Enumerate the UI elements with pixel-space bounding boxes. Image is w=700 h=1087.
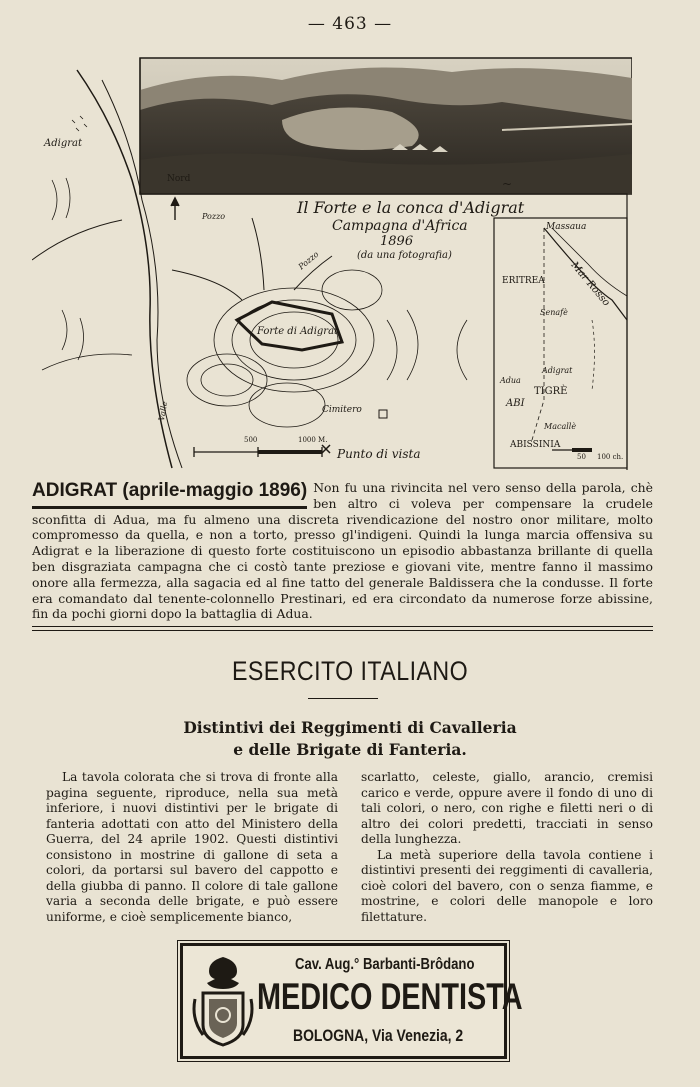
map-label-pozzo-mid: Pozzo xyxy=(296,249,321,272)
page-number: — 463 — xyxy=(307,14,393,34)
map-label-punto-di-vista: Punto di vista xyxy=(337,447,421,461)
svg-text:~: ~ xyxy=(502,177,513,191)
inset-label-adigrat: Adigrat xyxy=(542,366,573,375)
map-label-valle: Valle xyxy=(157,400,170,422)
article-column-right xyxy=(361,770,653,925)
map-label-forte: Forte di Adigrat xyxy=(257,326,339,337)
inset-label-senafe: Senafè xyxy=(540,308,568,317)
map-label-cimitero: Cimitero xyxy=(322,405,362,415)
adigrat-article xyxy=(32,480,653,622)
paragraph-colori: scarlatto, celeste, giallo, arancio, cremisi carico e verde, oppure avere il fondo di uno di tali colori, o nero, con righe e filetti neri o di altro dei colori predetti, tracciati in senso della lunghezza. xyxy=(361,770,653,846)
adigrat-title: ADIGRAT (aprile-maggio 1896) xyxy=(32,480,307,509)
fort-photograph xyxy=(140,58,632,194)
paragraph-meta-superiore: La metà superiore della tavola contiene i distintivi presenti dei reggimenti di cavalleria, cioè colori del bavero, con o senza fiamme, e mostrine, e colori delle manopole e loro filettature. xyxy=(361,847,653,924)
dentist-advertisement xyxy=(180,943,523,1059)
article-column-left xyxy=(46,770,338,925)
section-subtitle-line2: e delle Brigate di Fanteria. xyxy=(233,740,467,759)
inset-scale-100: 100 ch. xyxy=(597,453,624,461)
advert-dentist-name: Cav. Aug.° Barbanti-Brôdano xyxy=(295,956,475,973)
advert-address: BOLOGNA, Via Venezia, 2 xyxy=(293,1026,464,1045)
divider-rule-bottom xyxy=(32,630,653,631)
inset-label-tigre: TIGRÈ xyxy=(534,386,568,397)
adigrat-figure xyxy=(32,50,632,470)
inset-label-abissinia: ABISSINIA xyxy=(510,440,561,450)
inset-scale-50: 50 xyxy=(577,453,586,461)
figure-caption-title: Il Forte e la conca d'Adigrat xyxy=(297,198,525,217)
article-columns xyxy=(46,770,653,925)
map-scale-500: 500 xyxy=(244,436,258,444)
inset-label-eritrea: ERITREA xyxy=(502,276,545,286)
adigrat-body: Non fu una rivincita nel vero senso della parola, chè ben altro ci voleva per compensare la crudele sconfitta di Adua, ma fu almeno una discreta rivendicazione del nostro onor militare, molto compromesso da quella, e non a torto, presso gl'indigeni. Quindi la lunga marcia offensiva su Adigrat e la liberazione di questo forte costituiscono un episodio abbastanza brillante di quella ben disgraziata campagna che ci costò tante preziose e giovani vite, mentre fanno il massimo onore alla fermezza, alla sagacia ed al fine tatto del generale Baldissera che la condusse. Il forte era comandato dal tenente-colonnello Prestinari, ed era circondato da numerose forze abissine, fin da pochi giorni dopo la battaglia di Adua. xyxy=(32,480,653,622)
figure-caption-note: (da una fotografia) xyxy=(357,250,452,261)
coat-of-arms-icon xyxy=(191,953,255,1049)
advert-profession: MEDICO DENTISTA xyxy=(257,976,523,1017)
figure-caption-year: 1896 xyxy=(380,234,414,249)
map-scale-1000: 1000 M. xyxy=(298,436,328,444)
inset-label-massaua: Massaua xyxy=(546,222,587,232)
figure-caption-campaign: Campagna d'Africa xyxy=(332,218,468,234)
map-label-nord: Nord xyxy=(167,174,191,184)
inset-label-macalle: Macallè xyxy=(544,422,577,431)
divider-rule-top xyxy=(32,626,653,627)
inset-label-mar-rosso: Mar Rosso xyxy=(568,260,612,309)
inset-label-abi: ABI xyxy=(506,398,525,409)
section-subtitle-line1: Distintivi dei Reggimenti di Cavalleria xyxy=(183,718,517,737)
map-label-pozzo-top: Pozzo xyxy=(202,212,226,221)
section-subtitle xyxy=(0,717,700,761)
section-title-rule xyxy=(308,698,378,699)
map-label-adigrat: Adigrat xyxy=(44,138,82,149)
paragraph-tavola: La tavola colorata che si trova di fronte alla pagina seguente, riproduce, nella sua metà inferiore, i nuovi distintivi per le brigate di fanteria adottati con atto del Ministero della Guerra, del 24 aprile 1902. Questi distintivi consistono in mostrine di gallone di seta a colori, da portarsi sul bavero del cappotto e della giubba di panno. Il colore di tale gallone varia a seconda delle brigate, e può essere uniforme, e cioè semplicemente bianco, xyxy=(46,770,338,924)
section-title: ESERCITO ITALIANO xyxy=(231,656,469,686)
inset-label-adua: Adua xyxy=(500,376,521,385)
